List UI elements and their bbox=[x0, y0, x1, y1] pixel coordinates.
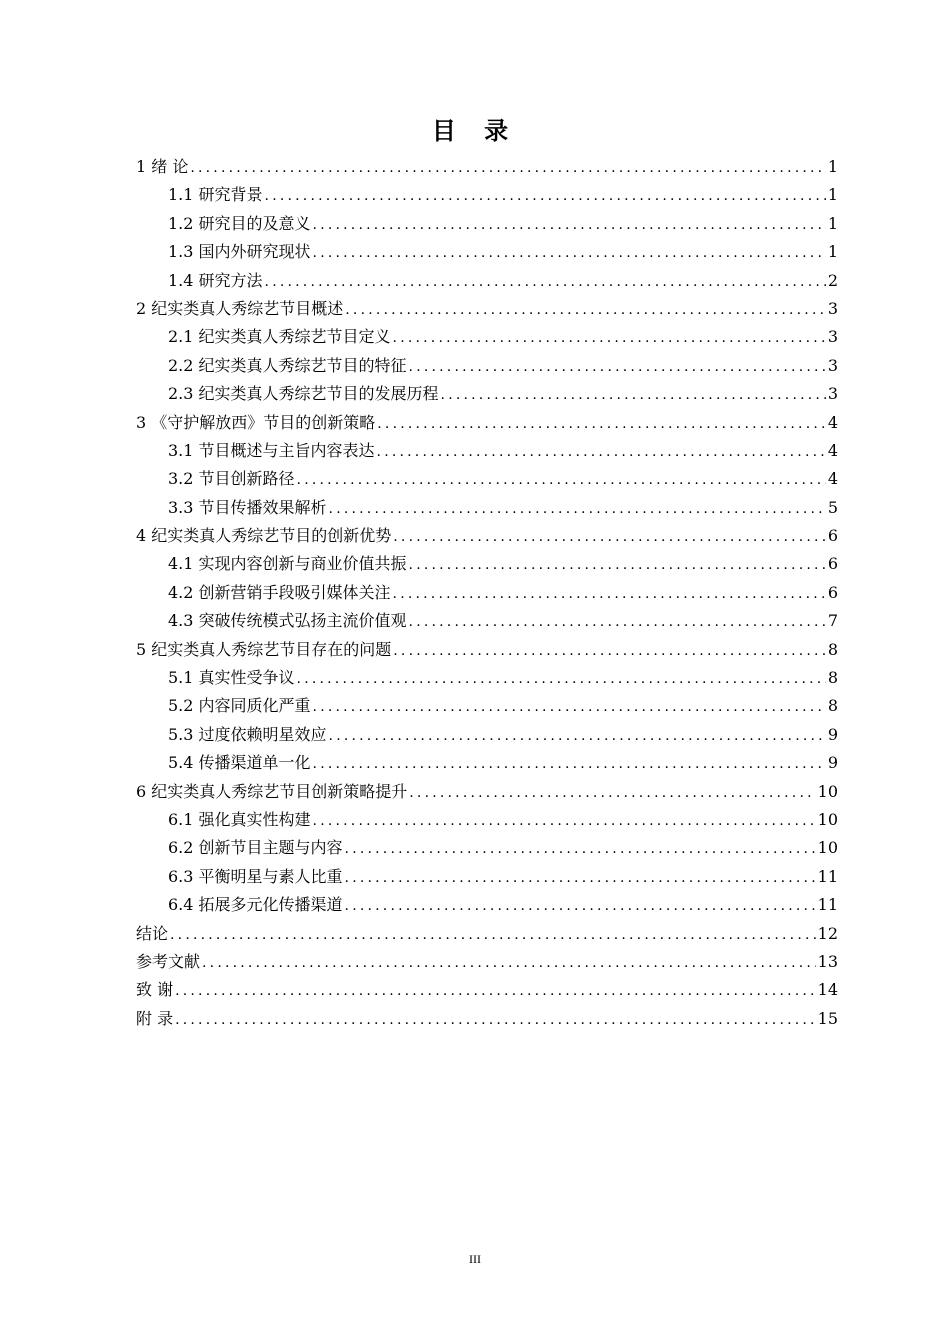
toc-entry-label: 5 纪实类真人秀综艺节目存在的问题 bbox=[136, 639, 392, 659]
toc-entry-page: 3 bbox=[827, 298, 838, 318]
toc-leader-dots bbox=[175, 1006, 816, 1033]
toc-leader-dots bbox=[409, 353, 826, 380]
toc-entry-label: 1.2 研究目的及意义 bbox=[168, 213, 311, 233]
toc-entry[interactable] bbox=[136, 210, 838, 238]
toc-entry[interactable] bbox=[136, 778, 838, 806]
toc-leader-dots bbox=[409, 608, 826, 635]
toc-entry-label: 2.2 纪实类真人秀综艺节目的特征 bbox=[168, 355, 407, 375]
toc-entry-label: 6.2 创新节目主题与内容 bbox=[168, 838, 343, 858]
toc-entry-label: 4.2 创新营销手段吸引媒体关注 bbox=[168, 582, 391, 602]
toc-entry-label: 3.1 节目概述与主旨内容表达 bbox=[168, 440, 375, 460]
toc-entry-label: 6.4 拓展多元化传播渠道 bbox=[168, 895, 343, 915]
toc-entry-page: 8 bbox=[827, 668, 838, 688]
toc-entry-label: 5.3 过度依赖明星效应 bbox=[168, 724, 327, 744]
toc-entry-page: 4 bbox=[827, 440, 838, 460]
toc-entry-label: 4.3 突破传统模式弘扬主流价值观 bbox=[168, 611, 407, 631]
toc-leader-dots bbox=[170, 921, 816, 948]
toc-entry-label: 3.3 节目传播效果解析 bbox=[168, 497, 327, 517]
toc-entry[interactable] bbox=[136, 352, 838, 380]
toc-entry-page: 6 bbox=[827, 526, 838, 546]
toc-entry-page: 10 bbox=[817, 781, 838, 801]
toc-entry-label: 结论 bbox=[136, 923, 169, 943]
toc-leader-dots bbox=[329, 495, 826, 522]
toc-entry-page: 13 bbox=[817, 951, 838, 971]
toc-entry[interactable] bbox=[136, 465, 838, 493]
toc-entry-label: 6.3 平衡明星与素人比重 bbox=[168, 866, 343, 886]
toc-leader-dots bbox=[297, 665, 826, 692]
toc-entry[interactable] bbox=[136, 891, 838, 919]
toc-leader-dots bbox=[409, 551, 826, 578]
toc-leader-dots bbox=[345, 835, 816, 862]
toc-entry[interactable] bbox=[136, 295, 838, 323]
toc-leader-dots bbox=[202, 949, 816, 976]
toc-entry-label: 1.4 研究方法 bbox=[168, 270, 263, 290]
toc-leader-dots bbox=[313, 239, 826, 266]
toc-entry-page: 3 bbox=[827, 355, 838, 375]
toc-entry-page: 6 bbox=[827, 554, 838, 574]
toc-entry-page: 1 bbox=[827, 185, 838, 205]
toc-leader-dots bbox=[377, 410, 826, 437]
toc-leader-dots bbox=[393, 523, 826, 550]
toc-leader-dots bbox=[345, 892, 816, 919]
toc-entry[interactable] bbox=[136, 1005, 838, 1033]
toc-leader-dots bbox=[313, 211, 826, 238]
toc-entry-page: 1 bbox=[827, 213, 838, 233]
toc-entry[interactable] bbox=[136, 976, 838, 1004]
toc-entry-page: 15 bbox=[817, 1008, 838, 1028]
toc-entry-label: 1.1 研究背景 bbox=[168, 185, 263, 205]
toc-leader-dots bbox=[265, 182, 826, 209]
toc-entry[interactable] bbox=[136, 664, 838, 692]
toc-entry-page: 11 bbox=[817, 866, 838, 886]
toc-entry-page: 3 bbox=[827, 327, 838, 347]
toc-leader-dots bbox=[265, 268, 826, 295]
toc-entry-page: 10 bbox=[817, 838, 838, 858]
toc-entry[interactable] bbox=[136, 153, 838, 181]
toc-entry-page: 8 bbox=[827, 639, 838, 659]
toc-entry[interactable] bbox=[136, 267, 838, 295]
toc-leader-dots bbox=[175, 977, 816, 1004]
toc-entry[interactable] bbox=[136, 380, 838, 408]
toc-entry-label: 致 谢 bbox=[136, 980, 174, 1000]
toc-entry[interactable] bbox=[136, 494, 838, 522]
footer-page-number: III bbox=[469, 1252, 481, 1266]
toc-entry-label: 3 《守护解放西》节目的创新策略 bbox=[136, 412, 376, 432]
toc-entry-page: 14 bbox=[817, 980, 838, 1000]
toc-entry-label: 4.1 实现内容创新与商业价值共振 bbox=[168, 554, 407, 574]
toc-entry[interactable] bbox=[136, 863, 838, 891]
toc-entry[interactable] bbox=[136, 607, 838, 635]
toc-entry-page: 11 bbox=[817, 895, 838, 915]
toc-entry-label: 1 绪 论 bbox=[136, 157, 189, 176]
toc-entry-page: 5 bbox=[827, 497, 838, 517]
toc-entry-label: 5.2 内容同质化严重 bbox=[168, 696, 311, 716]
toc-entry-page: 8 bbox=[827, 696, 838, 716]
toc-leader-dots bbox=[297, 466, 826, 493]
toc-entry-label: 5.4 传播渠道单一化 bbox=[168, 753, 311, 773]
toc-entry-page: 4 bbox=[827, 469, 838, 489]
toc-entry-page: 10 bbox=[817, 809, 838, 829]
toc-entry-label: 5.1 真实性受争议 bbox=[168, 668, 295, 688]
toc-entry[interactable] bbox=[136, 749, 838, 777]
toc-entry-page: 12 bbox=[817, 923, 838, 943]
toc-leader-dots bbox=[345, 864, 816, 891]
toc-leader-dots bbox=[329, 722, 826, 749]
toc-entry-page: 2 bbox=[827, 270, 838, 290]
toc-entry[interactable] bbox=[136, 579, 838, 607]
toc-entry[interactable] bbox=[136, 238, 838, 266]
toc-leader-dots bbox=[393, 637, 826, 664]
toc-entry[interactable] bbox=[136, 948, 838, 976]
toc-entry-label: 2 纪实类真人秀综艺节目概述 bbox=[136, 298, 344, 318]
toc-entry[interactable] bbox=[136, 181, 838, 209]
toc-entry[interactable] bbox=[136, 409, 838, 437]
toc-leader-dots bbox=[190, 154, 825, 181]
toc-entry[interactable] bbox=[136, 323, 838, 351]
toc-entry-label: 4 纪实类真人秀综艺节目的创新优势 bbox=[136, 526, 392, 546]
toc-title: 目 录 bbox=[431, 117, 519, 145]
toc-leader-dots bbox=[441, 381, 826, 408]
toc-leader-dots bbox=[313, 750, 826, 777]
toc-entry-label: 6 纪实类真人秀综艺节目创新策略提升 bbox=[136, 781, 408, 801]
toc-leader-dots bbox=[393, 324, 826, 351]
toc-entry-label: 2.1 纪实类真人秀综艺节目定义 bbox=[168, 327, 391, 347]
toc-entry-label: 2.3 纪实类真人秀综艺节目的发展历程 bbox=[168, 384, 439, 404]
toc-entry[interactable] bbox=[136, 920, 838, 948]
toc-entry-page: 3 bbox=[827, 384, 838, 404]
toc-leader-dots bbox=[345, 296, 826, 323]
toc-entry-page: 9 bbox=[827, 753, 838, 773]
toc-entry-page: 1 bbox=[827, 157, 838, 176]
toc-entry-label: 6.1 强化真实性构建 bbox=[168, 809, 311, 829]
toc-entry[interactable] bbox=[136, 550, 838, 578]
toc-entry-label: 附 录 bbox=[136, 1008, 174, 1028]
toc-leader-dots bbox=[313, 807, 816, 834]
toc-entry-label: 1.3 国内外研究现状 bbox=[168, 242, 311, 262]
toc-entry[interactable] bbox=[136, 834, 838, 862]
toc-entry-label: 参考文献 bbox=[136, 951, 201, 971]
toc-entry[interactable] bbox=[136, 437, 838, 465]
toc-leader-dots bbox=[409, 779, 815, 806]
toc-entry[interactable] bbox=[136, 692, 838, 720]
toc-leader-dots bbox=[377, 438, 826, 465]
toc-entry[interactable] bbox=[136, 522, 838, 550]
toc-leader-dots bbox=[313, 693, 826, 720]
toc-list bbox=[136, 153, 838, 1033]
toc-entry-page: 6 bbox=[827, 582, 838, 602]
toc-entry[interactable] bbox=[136, 721, 838, 749]
toc-entry[interactable] bbox=[136, 806, 838, 834]
toc-entry[interactable] bbox=[136, 636, 838, 664]
toc-entry-label: 3.2 节目创新路径 bbox=[168, 469, 295, 489]
toc-leader-dots bbox=[393, 580, 826, 607]
toc-entry-page: 7 bbox=[827, 611, 838, 631]
toc-entry-page: 4 bbox=[827, 412, 838, 432]
toc-entry-page: 9 bbox=[827, 724, 838, 744]
toc-entry-page: 1 bbox=[827, 242, 838, 262]
